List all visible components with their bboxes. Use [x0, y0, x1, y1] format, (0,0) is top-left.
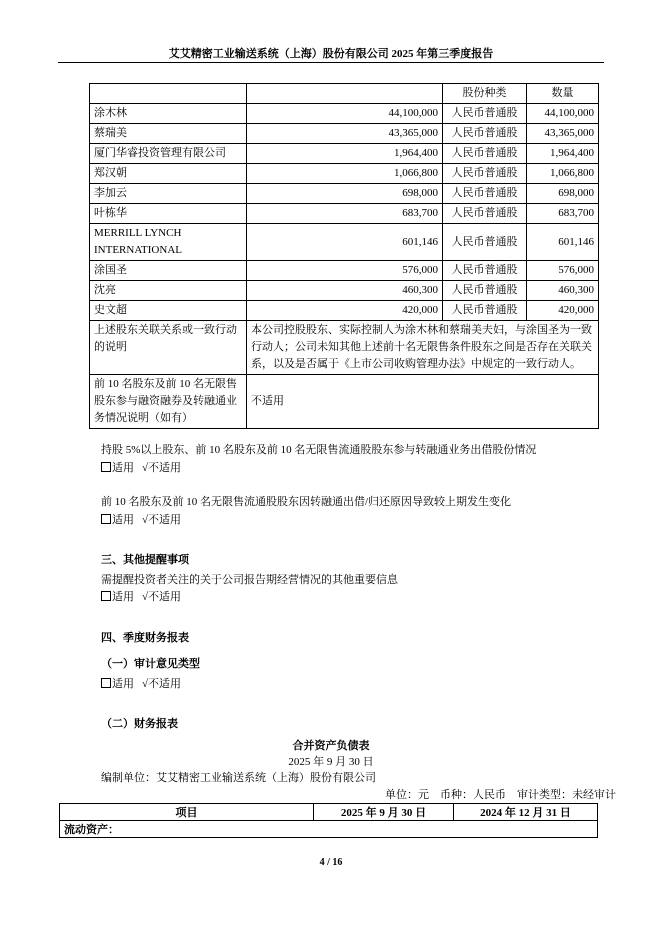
section-4-title: 四、季度财务报表: [101, 632, 189, 644]
margin-trading-label: 前 10 名股东及前 10 名无限售股东参与融资融券及转融通业务情况说明（如有）: [90, 375, 247, 429]
col-share-type: 股份种类: [443, 84, 527, 104]
applicable-label: 适用: [112, 514, 134, 526]
checkbox-icon: [101, 591, 111, 601]
holder-shares: 44,100,000: [247, 104, 443, 124]
holder-shares: 601,146: [247, 224, 443, 261]
table-row: [90, 184, 599, 204]
check-mark-icon: √: [142, 514, 149, 526]
table-header-row: [90, 84, 599, 104]
share-type: 人民币普通股: [443, 281, 527, 301]
share-type: 人民币普通股: [443, 224, 527, 261]
holder-name: 厦门华睿投资管理有限公司: [90, 144, 247, 164]
header-divider: [58, 62, 604, 63]
header-blank: [90, 84, 247, 104]
related-party-text: 本公司控股股东、实际控制人为涂木林和蔡瑞美夫妇，与涂国圣为一致行动人；公司未知其他上述前十名无限售条件股东之间是否存在关联关系，以及是否属于《上市公司收购管理办法》中规定的一致行动人。: [247, 321, 599, 375]
audit-opinion-title: （一）审计意见类型: [101, 658, 200, 670]
share-type: 人民币普通股: [443, 184, 527, 204]
top-holders-table: [89, 83, 599, 429]
holder-shares: 43,365,000: [247, 124, 443, 144]
check-mark-icon: √: [142, 591, 149, 603]
holder-name: 史文超: [90, 301, 247, 321]
applicable-label: 适用: [112, 462, 134, 474]
applicable-label: 适用: [112, 678, 134, 690]
holder-name: 蔡瑞美: [90, 124, 247, 144]
share-type: 人民币普通股: [443, 204, 527, 224]
audit-opinion-flag: [101, 675, 181, 691]
lending-flag: [101, 459, 181, 475]
share-quantity: 44,100,000: [527, 104, 599, 124]
page-number: 4 / 16: [319, 857, 343, 868]
section-3-text: 需提醒投资者关注的关于公司报告期经营情况的其他重要信息: [101, 574, 398, 586]
applicable-label: 适用: [112, 591, 134, 603]
holder-shares: 576,000: [247, 261, 443, 281]
holder-name: 沈亮: [90, 281, 247, 301]
checkbox-icon: [101, 514, 111, 524]
table-row: [90, 224, 599, 261]
section-3-title: 三、其他提醒事项: [101, 554, 189, 566]
section-3-flag: [101, 588, 181, 604]
balance-sheet-header-row: [60, 804, 598, 821]
holder-name: 涂木林: [90, 104, 247, 124]
holder-shares: 420,000: [247, 301, 443, 321]
holder-shares: 683,700: [247, 204, 443, 224]
check-mark-icon: √: [142, 462, 149, 474]
table-row: [90, 301, 599, 321]
table-row: [90, 164, 599, 184]
margin-trading-text: 不适用: [247, 375, 599, 429]
units-line: 单位：元 币种：人民币 审计类型：未经审计: [385, 789, 616, 801]
share-type: 人民币普通股: [443, 261, 527, 281]
check-mark-icon: √: [142, 678, 149, 690]
holder-name: 郑汉朝: [90, 164, 247, 184]
table-row: [90, 204, 599, 224]
not-applicable-label: 不适用: [148, 462, 182, 474]
holder-name: 涂国圣: [90, 261, 247, 281]
change-paragraph: 前 10 名股东及前 10 名无限售流通股股东因转融通出借/归还原因导致较上期发生变化: [101, 496, 512, 508]
share-quantity: 43,365,000: [527, 124, 599, 144]
table-row: [90, 261, 599, 281]
col-current-period: 2025 年 9 月 30 日: [314, 804, 454, 821]
share-quantity: 420,000: [527, 301, 599, 321]
balance-sheet-date: 2025 年 9 月 30 日: [288, 756, 374, 768]
change-flag: [101, 511, 181, 527]
table-row: [60, 821, 598, 838]
not-applicable-label: 不适用: [148, 591, 182, 603]
share-quantity: 601,146: [527, 224, 599, 261]
holder-name: 李加云: [90, 184, 247, 204]
not-applicable-label: 不适用: [148, 514, 182, 526]
related-party-label: 上述股东关联关系或一致行动的说明: [90, 321, 247, 375]
share-type: 人民币普通股: [443, 144, 527, 164]
holder-shares: 698,000: [247, 184, 443, 204]
share-quantity: 1,964,400: [527, 144, 599, 164]
table-row: [90, 144, 599, 164]
related-party-row: [90, 321, 599, 375]
balance-sheet-table: [59, 803, 598, 838]
share-type: 人民币普通股: [443, 124, 527, 144]
holder-name: MERRILL LYNCH INTERNATIONAL: [90, 224, 247, 261]
financial-statements-title: （二）财务报表: [101, 718, 178, 730]
share-quantity: 1,066,800: [527, 164, 599, 184]
share-quantity: 576,000: [527, 261, 599, 281]
table-row: [90, 104, 599, 124]
margin-trading-row: [90, 375, 599, 429]
holder-name: 叶栋华: [90, 204, 247, 224]
holder-shares: 460,300: [247, 281, 443, 301]
not-applicable-label: 不适用: [148, 678, 182, 690]
header-blank: [247, 84, 443, 104]
preparer: 编制单位：艾艾精密工业输送系统（上海）股份有限公司: [101, 772, 376, 784]
share-type: 人民币普通股: [443, 301, 527, 321]
share-quantity: 683,700: [527, 204, 599, 224]
share-type: 人民币普通股: [443, 104, 527, 124]
share-quantity: 698,000: [527, 184, 599, 204]
table-row: [90, 281, 599, 301]
share-quantity: 460,300: [527, 281, 599, 301]
lending-paragraph: 持股 5%以上股东、前 10 名股东及前 10 名无限售流通股股东参与转融通业务出借股份情况: [101, 444, 537, 456]
holder-shares: 1,066,800: [247, 164, 443, 184]
table-row: [90, 124, 599, 144]
checkbox-icon: [101, 678, 111, 688]
col-prior-period: 2024 年 12 月 31 日: [454, 804, 598, 821]
report-header: 艾艾精密工业输送系统（上海）股份有限公司 2025 年第三季度报告: [168, 48, 494, 60]
holder-shares: 1,964,400: [247, 144, 443, 164]
current-assets-label: 流动资产：: [60, 821, 598, 838]
checkbox-icon: [101, 462, 111, 472]
balance-sheet-title: 合并资产负债表: [292, 740, 370, 752]
col-quantity: 数量: [527, 84, 599, 104]
col-item: 项目: [60, 804, 314, 821]
share-type: 人民币普通股: [443, 164, 527, 184]
